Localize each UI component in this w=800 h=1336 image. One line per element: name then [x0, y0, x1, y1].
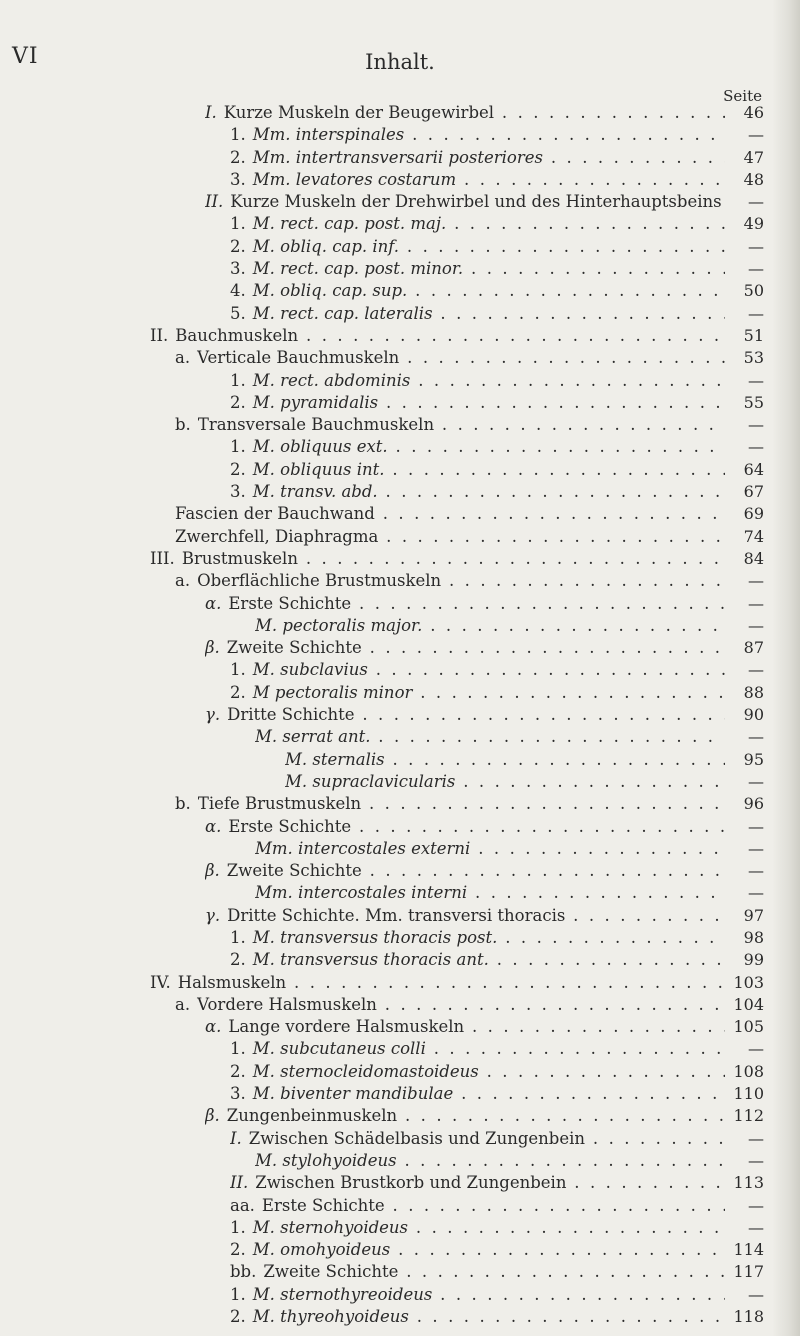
toc-entry-title: M. obliq. cap. inf. [252, 236, 400, 256]
toc-entry [150, 548, 725, 570]
toc-entry-title: M. supraclavicularis [285, 771, 456, 791]
toc-entry [230, 169, 725, 191]
toc-page-number: — [748, 415, 764, 435]
toc-row [0, 1195, 800, 1217]
toc-row [0, 593, 800, 615]
toc-page-number: — [748, 816, 764, 836]
toc-row [0, 637, 800, 659]
toc-entry-title: Kurze Muskeln der Drehwirbel und des Hinterhauptsbeins [230, 192, 722, 212]
toc-entry-number: 1. [230, 214, 246, 234]
toc-page-number: — [748, 593, 764, 613]
toc-entry-title: M. pyramidalis [252, 392, 379, 412]
toc-entry [230, 1217, 725, 1239]
toc-row [0, 1217, 800, 1239]
toc-entry [230, 280, 725, 302]
toc-entry-number: 2. [230, 1061, 246, 1081]
toc-entry-title: M. sternohyoideus [252, 1217, 409, 1237]
toc-entry [255, 882, 725, 904]
toc-entry-number: IV. [150, 972, 171, 992]
toc-entry-number: a. [175, 348, 191, 368]
toc-entry [230, 1195, 725, 1217]
toc-entry-number: 3. [230, 169, 246, 189]
toc-entry [175, 570, 725, 592]
toc-page-number: — [748, 615, 764, 635]
toc-entry [230, 927, 725, 949]
toc-row [0, 191, 800, 213]
toc-entry-title: M. obliq. cap. sup. [252, 281, 408, 301]
toc-entry-title: Mm. interspinales [252, 125, 405, 145]
toc-entry-title: M. transversus thoracis post. [252, 927, 498, 947]
toc-entry-title: M. transversus thoracis ant. [252, 950, 489, 970]
toc-page-number: — [748, 1217, 764, 1237]
toc-entry-number: 3. [230, 259, 246, 279]
toc-row [0, 1083, 800, 1105]
toc-entry [205, 637, 725, 659]
toc-entry-title: Oberflächliche Brustmuskeln [197, 571, 442, 591]
toc-entry-title: Zwischen Brustkorb und Zungenbein [255, 1173, 567, 1193]
toc-entry-number: β. [205, 861, 220, 881]
toc-entry-title: Zungenbeinmuskeln [226, 1106, 398, 1126]
toc-entry-number: b. [175, 794, 191, 814]
toc-entry-number: 4. [230, 281, 246, 301]
toc-page-number: — [748, 125, 764, 145]
toc-entry-number: 2. [230, 459, 246, 479]
toc-entry-number: III. [150, 548, 175, 568]
toc-entry-title: Brustmuskeln [181, 548, 298, 568]
toc-page-number: — [748, 370, 764, 390]
toc-entry-number: b. [175, 415, 191, 435]
toc-entry-number: 1. [230, 1284, 246, 1304]
toc-page-number: 113 [733, 1173, 764, 1193]
toc-entry-title: M. stylohyoideus [255, 1150, 397, 1170]
toc-row [0, 526, 800, 548]
toc-entry-title: M. sternocleidomastoideus [252, 1061, 479, 1081]
toc-row [0, 726, 800, 748]
toc-row [0, 1306, 800, 1328]
toc-page-number: 84 [743, 548, 764, 568]
toc-entry-number: 2. [230, 1240, 246, 1260]
toc-entry [175, 503, 725, 525]
toc-entry-number: β. [205, 1106, 220, 1126]
toc-row [0, 258, 800, 280]
toc-page-number: 104 [733, 994, 764, 1014]
toc-entry [205, 816, 725, 838]
toc-row [0, 1038, 800, 1060]
toc-entry-number: a. [175, 994, 191, 1014]
toc-entry-title: Lange vordere Halsmuskeln [228, 1017, 465, 1037]
toc-entry-title: M. subcutaneus colli [252, 1039, 426, 1059]
toc-page-number: 87 [743, 638, 764, 658]
toc-entry-title: Tiefe Brustmuskeln [197, 794, 362, 814]
toc-entry [205, 191, 725, 213]
toc-entry-title: M. rect. cap. post. maj. [252, 214, 447, 234]
toc-entry [230, 392, 725, 414]
toc-page-number: — [748, 771, 764, 791]
toc-entry [230, 370, 725, 392]
toc-entry-number: 3. [230, 1084, 246, 1104]
toc-entry-title: Erste Schichte [261, 1195, 385, 1215]
toc-entry [255, 615, 725, 637]
toc-entry-number: 1. [230, 370, 246, 390]
toc-entry-title: Zweite Schichte [226, 638, 362, 658]
toc-entry [150, 325, 725, 347]
toc-entry-title: Mm. levatores costarum [252, 169, 457, 189]
toc-entry [230, 682, 725, 704]
toc-row [0, 749, 800, 771]
toc-entry-title: M. sternalis [285, 749, 385, 769]
toc-entry [230, 949, 725, 971]
toc-entry [175, 526, 725, 548]
toc-entry-number: 3. [230, 482, 246, 502]
toc-entry-number: 2. [230, 1307, 246, 1327]
toc-page-number: — [748, 660, 764, 680]
toc-entry-number: γ. [205, 705, 221, 725]
toc-page-number: — [748, 437, 764, 457]
toc-entry-title: M pectoralis minor [252, 682, 413, 702]
toc-entry-number: 2. [230, 392, 246, 412]
toc-entry-title: M. transv. abd. [252, 482, 378, 502]
toc-entry-number: α. [205, 1017, 222, 1037]
toc-entry-number: 1. [230, 927, 246, 947]
toc-entry [285, 771, 725, 793]
toc-entry-title: Erste Schichte [228, 593, 352, 613]
toc-entry-title: Zwerchfell, Diaphragma [175, 526, 379, 546]
toc-page-number: — [748, 303, 764, 323]
toc-page-number: — [748, 1284, 764, 1304]
toc-row [0, 972, 800, 994]
toc-page-number: — [748, 727, 764, 747]
toc-row [0, 905, 800, 927]
toc-page-number: 51 [743, 325, 764, 345]
toc-entry-number: 2. [230, 236, 246, 256]
toc-entry-title: Vordere Halsmuskeln [197, 994, 377, 1014]
toc-entry-title: Verticale Bauchmuskeln [197, 348, 400, 368]
toc-row [0, 347, 800, 369]
toc-entry [230, 1239, 725, 1261]
toc-page-number: — [748, 192, 764, 212]
toc-entry-number: 2. [230, 950, 246, 970]
toc-entry-title: M. rect. abdominis [252, 370, 411, 390]
toc-entry [230, 1061, 725, 1083]
toc-row [0, 949, 800, 971]
toc-page-number: 105 [733, 1017, 764, 1037]
toc-entry [205, 593, 725, 615]
toc-row [0, 682, 800, 704]
toc-page-number: 95 [743, 749, 764, 769]
toc-entry [175, 793, 725, 815]
toc-page-number: 88 [743, 682, 764, 702]
toc-entry-number: β. [205, 638, 220, 658]
toc-entry [205, 1016, 725, 1038]
toc-row [0, 1172, 800, 1194]
toc-entry [230, 1306, 725, 1328]
toc-entry [230, 659, 725, 681]
toc-page-number: 48 [743, 169, 764, 189]
toc-page-number: 97 [743, 905, 764, 925]
toc-entry-number: a. [175, 571, 191, 591]
toc-page-number: 98 [743, 927, 764, 947]
toc-entry-title: M. obliquus int. [252, 459, 385, 479]
page-title: Inhalt. [365, 50, 435, 74]
toc-entry [175, 347, 725, 369]
toc-entry-title: M. biventer mandibulae [252, 1084, 454, 1104]
toc-row [0, 838, 800, 860]
toc-row [0, 414, 800, 436]
toc-entry [230, 1038, 725, 1060]
toc-entry [175, 994, 725, 1016]
toc-page-number: — [748, 1039, 764, 1059]
toc-row [0, 1239, 800, 1261]
toc-page-number: 53 [743, 348, 764, 368]
toc-row [0, 124, 800, 146]
toc-entry-number: 2. [230, 147, 246, 167]
toc-row [0, 481, 800, 503]
toc-page-number: 103 [733, 972, 764, 992]
toc-entry [150, 972, 725, 994]
toc-row [0, 503, 800, 525]
toc-row [0, 816, 800, 838]
toc-row [0, 436, 800, 458]
toc-page-number: — [748, 861, 764, 881]
toc-page-number: 117 [733, 1262, 764, 1282]
toc-entry-number: I. [205, 103, 217, 122]
toc-entry-number: I. [230, 1128, 242, 1148]
toc-page-number: — [748, 838, 764, 858]
toc-entry-title: M. sternothyreoideus [252, 1284, 433, 1304]
toc-entry-title: M. serrat ant. [255, 727, 371, 747]
toc-entry [175, 414, 725, 436]
toc-entry-number: 5. [230, 303, 246, 323]
toc-entry [230, 258, 725, 280]
toc-entry [230, 1172, 725, 1194]
toc-entry-title: Kurze Muskeln der Beugewirbel [223, 103, 495, 122]
toc-entry [205, 905, 725, 927]
toc-page-number: 47 [743, 147, 764, 167]
toc-page-number: 118 [733, 1307, 764, 1327]
toc-row [0, 213, 800, 235]
toc-entry-title: M. rect. cap. post. minor. [252, 259, 464, 279]
toc-row [0, 1150, 800, 1172]
toc-row [0, 927, 800, 949]
toc-page-number: 110 [733, 1084, 764, 1104]
toc-page-number: 49 [743, 214, 764, 234]
toc-entry [255, 726, 725, 748]
toc-page-number: 46 [743, 103, 764, 122]
toc-entry-number: α. [205, 593, 222, 613]
toc-row [0, 1128, 800, 1150]
toc-entry-title: M. obliquus ext. [252, 437, 388, 457]
toc-page-number: 114 [733, 1240, 764, 1260]
toc-entry-number: γ. [205, 905, 221, 925]
toc-entry-title: M. omohyoideus [252, 1240, 391, 1260]
toc-row [0, 169, 800, 191]
toc-entry [230, 1261, 725, 1283]
toc-page-number: 64 [743, 459, 764, 479]
toc-entry-title: Zwischen Schädelbasis und Zungenbein [248, 1128, 586, 1148]
toc-entry-title: Dritte Schichte [227, 705, 355, 725]
toc-entry-number: 1. [230, 125, 246, 145]
toc-entry [255, 838, 725, 860]
toc-page-number: 96 [743, 794, 764, 814]
toc-entry-title: M. subclavius [252, 660, 368, 680]
toc-row [0, 882, 800, 904]
toc-page-number: 108 [733, 1061, 764, 1081]
toc-entry [230, 303, 725, 325]
toc-entry-number: II. [150, 325, 169, 345]
toc-page-number: 50 [743, 281, 764, 301]
toc-row [0, 615, 800, 637]
toc-row [0, 102, 800, 124]
toc-entry-number: aa. [230, 1195, 255, 1215]
toc-entry-title: Mm. intercostales externi [255, 838, 471, 858]
toc-entry-number: bb. [230, 1262, 257, 1282]
toc-page-number: — [748, 1150, 764, 1170]
toc-entry-title: M. rect. cap. lateralis [252, 303, 433, 323]
toc-page-number: 74 [743, 526, 764, 546]
toc-entry [230, 236, 725, 258]
toc-entry-number: 1. [230, 437, 246, 457]
toc-entry [230, 1128, 725, 1150]
toc-row [0, 1016, 800, 1038]
page-column-label: Seite [723, 87, 762, 105]
toc-entry [230, 459, 725, 481]
toc-row [0, 704, 800, 726]
toc-page-number: 112 [733, 1106, 764, 1126]
toc-row [0, 370, 800, 392]
toc-entry-title: Bauchmuskeln [175, 325, 299, 345]
toc-entry [205, 704, 725, 726]
toc-entry-title: Zweite Schichte [226, 861, 362, 881]
toc-entry-number: 1. [230, 1217, 246, 1237]
toc-row [0, 236, 800, 258]
toc-row [0, 548, 800, 570]
toc-page-number: — [748, 571, 764, 591]
toc-entry-number: α. [205, 816, 222, 836]
toc-page-number: — [748, 259, 764, 279]
toc-row [0, 994, 800, 1016]
toc-entry [230, 481, 725, 503]
toc-entry-title: Mm. intertransversarii posteriores [252, 147, 543, 167]
toc-page-number: — [748, 883, 764, 903]
toc-entry-title: Halsmuskeln [177, 972, 287, 992]
toc-entry [205, 1105, 725, 1127]
toc-page-number: — [748, 1195, 764, 1215]
toc-entry [285, 749, 725, 771]
toc-page-number: — [748, 1128, 764, 1148]
toc-row [0, 771, 800, 793]
toc-entry [230, 1284, 725, 1306]
toc-entry-title: M. thyreohyoideus [252, 1307, 409, 1327]
toc-entry-number: 1. [230, 660, 246, 680]
toc-row [0, 1261, 800, 1283]
toc-entry-number: 1. [230, 1039, 246, 1059]
toc-entry [230, 213, 725, 235]
page-number: VI [12, 44, 39, 69]
toc-entry [205, 860, 725, 882]
toc-entry [230, 1083, 725, 1105]
table-of-contents [0, 102, 800, 1328]
toc-row [0, 1105, 800, 1127]
toc-entry [205, 102, 725, 124]
toc-entry-number: 2. [230, 682, 246, 702]
toc-entry-title: Erste Schichte [228, 816, 352, 836]
toc-page-number: 67 [743, 482, 764, 502]
toc-entry-number: II. [230, 1173, 249, 1193]
toc-entry [230, 436, 725, 458]
toc-entry-title: M. pectoralis major. [255, 615, 423, 635]
toc-row [0, 570, 800, 592]
toc-entry-title: Zweite Schichte [263, 1262, 399, 1282]
toc-row [0, 280, 800, 302]
toc-entry-title: Mm. intercostales interni [255, 883, 468, 903]
toc-row [0, 659, 800, 681]
toc-entry-title: Transversale Bauchmuskeln [197, 415, 435, 435]
toc-entry-title: Dritte Schichte. Mm. transversi thoracis [227, 905, 566, 925]
toc-row [0, 793, 800, 815]
toc-row [0, 1284, 800, 1306]
toc-entry [230, 124, 725, 146]
toc-row [0, 1061, 800, 1083]
toc-row [0, 392, 800, 414]
toc-page-number: 90 [743, 705, 764, 725]
toc-page-number: 55 [743, 392, 764, 412]
toc-entry [255, 1150, 725, 1172]
toc-page-number: 99 [743, 950, 764, 970]
toc-row [0, 860, 800, 882]
toc-entry-number: II. [205, 192, 224, 212]
toc-page-number: — [748, 236, 764, 256]
toc-page-number: 69 [743, 504, 764, 524]
toc-row [0, 459, 800, 481]
toc-row [0, 147, 800, 169]
toc-row [0, 325, 800, 347]
toc-entry [230, 147, 725, 169]
toc-row [0, 303, 800, 325]
toc-entry-title: Fascien der Bauchwand [175, 504, 375, 524]
